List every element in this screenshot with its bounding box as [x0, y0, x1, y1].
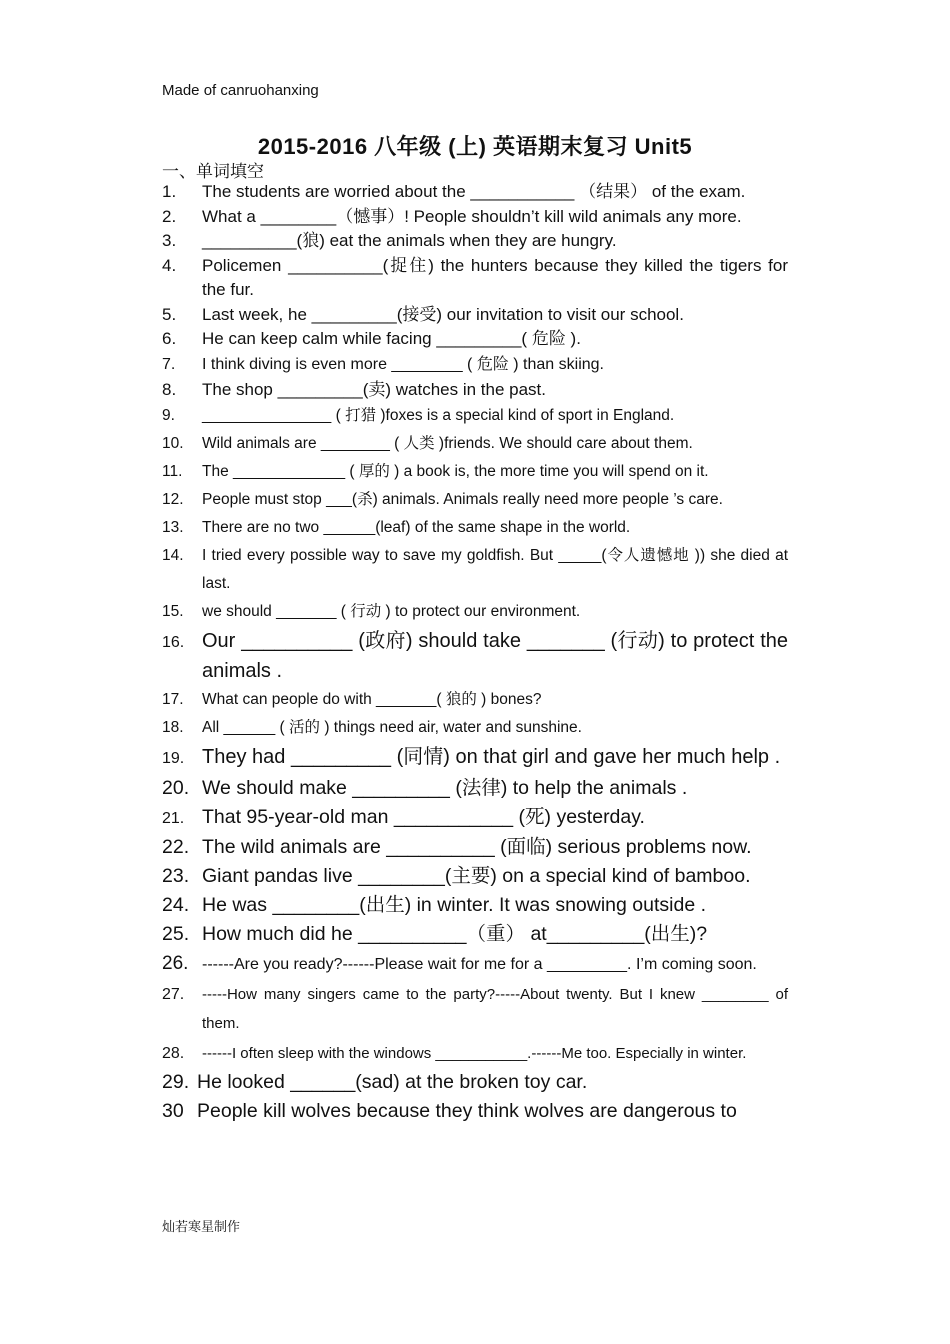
- list-item: [162, 458, 788, 486]
- item-text: Our __________ (政府) should take _______ (行动) to protect the animals .: [202, 630, 788, 682]
- item-text: That 95-year-old man ___________ (死) yesterday.: [202, 806, 645, 828]
- item-number: 18.: [162, 719, 184, 736]
- item-number: 28.: [162, 1044, 185, 1062]
- item-text: I tried every possible way to save my goldfish. But _____(令人遗憾地 )) she died at last.: [202, 547, 788, 592]
- list-item: [162, 352, 788, 378]
- list-item: [162, 430, 788, 458]
- item-text: He was ________(出生) in winter. It was snowing outside .: [202, 894, 707, 916]
- item-text: There are no two ______(leaf) of the same shape in the world.: [202, 519, 631, 536]
- page-title: 2015-2016 八年级 (上) 英语期末复习 Unit5: [257, 134, 693, 159]
- exercise-list: [162, 180, 788, 1126]
- item-number: 9.: [162, 407, 175, 424]
- item-text: He can keep calm while facing _________( 危险 ).: [202, 329, 581, 348]
- list-item: [162, 774, 788, 803]
- item-number: 25.: [162, 923, 190, 945]
- item-text: What a ________（憾事）! People shouldn’t kill wild animals any more.: [202, 206, 742, 226]
- item-number: 4.: [162, 255, 177, 275]
- list-item: [162, 833, 788, 862]
- item-number: 24.: [162, 894, 190, 916]
- item-text: __________(狼) eat the animals when they are hungry.: [202, 231, 617, 250]
- list-item: [162, 254, 788, 303]
- list-item: [162, 486, 788, 514]
- list-item: [162, 920, 788, 949]
- item-number: 14.: [162, 547, 184, 564]
- item-number: 23.: [162, 865, 190, 887]
- item-text: Giant pandas live ________(主要) on a special kind of bamboo.: [202, 865, 751, 887]
- item-text: All ______ ( 活的 ) things need air, water and sunshine.: [202, 719, 582, 736]
- item-number: 16.: [162, 634, 185, 651]
- item-number: 19.: [162, 750, 185, 767]
- item-number: 21.: [162, 810, 185, 827]
- item-number: 13.: [162, 519, 184, 536]
- item-number: 3.: [162, 231, 177, 250]
- list-item: [162, 891, 788, 920]
- list-item: [162, 598, 788, 626]
- list-item: [162, 303, 788, 328]
- item-number: 6.: [162, 329, 177, 348]
- footer-note: 灿若寒星制作: [162, 1220, 241, 1235]
- section-heading: 一、单词填空: [162, 162, 264, 182]
- list-item: [162, 180, 788, 205]
- list-item: [162, 542, 788, 598]
- list-item: [162, 862, 788, 891]
- item-number: 27.: [162, 985, 185, 1003]
- item-number: 1.: [162, 182, 177, 201]
- list-item: [162, 980, 788, 1039]
- item-number: 5.: [162, 304, 177, 324]
- item-text: What can people do with _______( 狼的 ) bones?: [202, 691, 542, 708]
- item-number: 8.: [162, 379, 177, 399]
- item-text: The students are worried about the ___________ （结果） of the exam.: [202, 182, 746, 201]
- item-number: 26.: [162, 953, 189, 974]
- item-text: We should make _________ (法律) to help the animals .: [202, 777, 688, 799]
- item-text: Last week, he _________(接受) our invitation to visit our school.: [202, 304, 684, 324]
- item-text: I think diving is even more ________ ( 危险 ) than skiing.: [202, 355, 604, 373]
- list-item: [162, 803, 788, 833]
- item-number: 20.: [162, 777, 190, 799]
- item-text: The shop _________(卖) watches in the past.: [202, 379, 546, 399]
- list-item: [162, 402, 788, 430]
- item-text: People must stop ___(杀) animals. Animals really need more people ’s care.: [202, 491, 723, 508]
- item-text: How much did he __________（重） at_________(出生)?: [202, 923, 708, 945]
- list-item: [162, 949, 788, 980]
- item-text: ------Are you ready?------Please wait for me for a _________. I’m coming soon.: [202, 956, 757, 973]
- item-text: People kill wolves because they think wolves are dangerous to: [197, 1100, 737, 1122]
- item-number: 30: [162, 1100, 184, 1122]
- list-item: [162, 205, 788, 230]
- item-text: Policemen __________(捉住) the hunters because they killed the tigers for the fur.: [202, 255, 788, 299]
- item-number: 29.: [162, 1071, 190, 1093]
- item-text: He looked ______(sad) at the broken toy car.: [197, 1071, 588, 1093]
- item-text: Wild animals are ________ ( 人类 )friends. We should care about them.: [202, 435, 693, 452]
- list-item: [162, 327, 788, 352]
- item-number: 10.: [162, 435, 184, 452]
- item-text: _______________ ( 打猎 )foxes is a special kind of sport in England.: [202, 407, 675, 424]
- item-number: 22.: [162, 836, 190, 858]
- list-item: [162, 686, 788, 714]
- item-number: 7.: [162, 355, 176, 373]
- item-text: They had _________ (同情) on that girl and gave her much help .: [202, 746, 781, 768]
- list-item: [162, 514, 788, 542]
- item-text: The _____________ ( 厚的 ) a book is, the more time you will spend on it.: [202, 463, 709, 480]
- list-item: [162, 378, 788, 403]
- list-item: [162, 714, 788, 742]
- list-item: [162, 742, 788, 774]
- item-text: The wild animals are __________ (面临) serious problems now.: [202, 836, 752, 858]
- list-item: [162, 229, 788, 254]
- list-item: [162, 1068, 788, 1097]
- list-item: [162, 1097, 788, 1126]
- item-number: 2.: [162, 206, 177, 226]
- list-item: [162, 1039, 788, 1069]
- item-text: -----How many singers came to the party?-----About twenty. But I knew ________ of them.: [202, 985, 788, 1032]
- item-number: 11.: [162, 463, 183, 480]
- item-text: ------I often sleep with the windows ___________.------Me too. Especially in winter.: [202, 1044, 747, 1062]
- item-number: 17.: [162, 691, 184, 708]
- item-number: 12.: [162, 491, 184, 508]
- item-text: we should _______ ( 行动 ) to protect our environment.: [202, 603, 581, 620]
- item-number: 15.: [162, 603, 184, 620]
- list-item: [162, 626, 788, 686]
- header-note: Made of canruohanxing: [162, 82, 319, 99]
